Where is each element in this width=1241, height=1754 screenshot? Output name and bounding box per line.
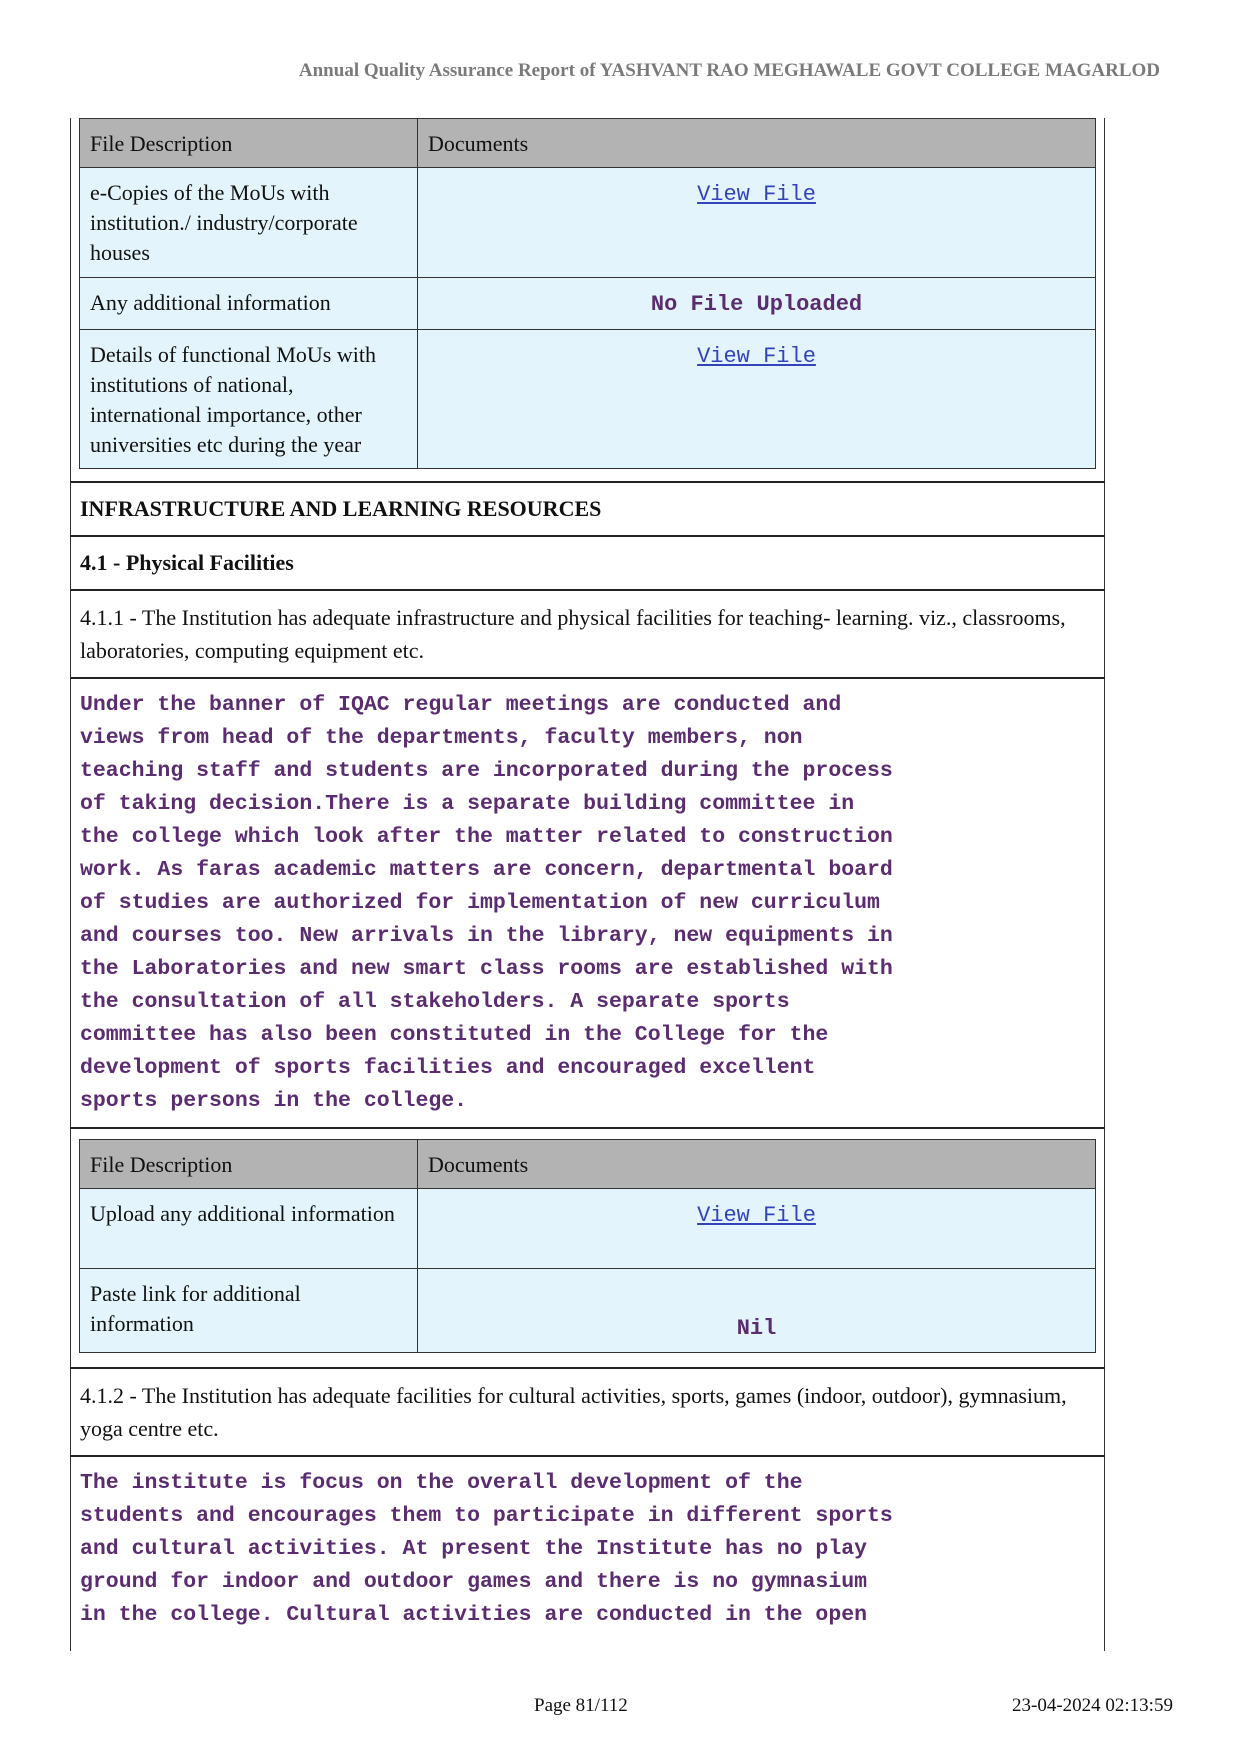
timestamp: 23-04-2024 02:13:59 — [1012, 1695, 1173, 1716]
column-header-documents: Documents — [418, 119, 1096, 168]
file-description-cell: e-Copies of the MoUs with institution./ industry/corporate houses — [80, 168, 418, 278]
page-number: Page 81/112 — [534, 1695, 628, 1716]
table-header-row — [80, 119, 1096, 168]
column-header-file-description: File Description — [80, 1140, 418, 1189]
question-4-1-1: 4.1.1 - The Institution has adequate infrastructure and physical facilities for teaching- learning. viz., classrooms, laboratories, computing equipment etc. — [70, 589, 1105, 677]
file-description-cell: Any additional information — [80, 278, 418, 330]
view-file-link[interactable]: View File — [697, 182, 816, 207]
table-row — [80, 168, 1096, 278]
file-description-cell: Details of functional MoUs with institutions of national, international importance, other universities etc during the year — [80, 330, 418, 469]
file-table-2 — [79, 1139, 1096, 1353]
column-header-documents: Documents — [418, 1140, 1096, 1189]
no-file-status: No File Uploaded — [650, 292, 863, 317]
file-table-1 — [79, 118, 1096, 469]
file-description-cell: Paste link for additional information — [80, 1269, 418, 1353]
file-table-2-wrapper — [70, 1127, 1105, 1367]
file-table-1-wrapper — [70, 118, 1105, 469]
table-row — [80, 1189, 1096, 1269]
section-subheading: 4.1 - Physical Facilities — [70, 535, 1105, 589]
column-header-file-description: File Description — [80, 119, 418, 168]
table-row — [80, 330, 1096, 469]
nil-status: Nil — [736, 1316, 777, 1341]
table-row — [80, 1269, 1096, 1353]
file-description-cell: Upload any additional information — [80, 1189, 418, 1269]
view-file-link[interactable]: View File — [697, 1203, 816, 1228]
answer-4-1-1: Under the banner of IQAC regular meetings are conducted and views from head of the departments, faculty members, non teaching staff and students are incorporated during the process of taking decision.There is a separate building committee in the college which look after the matter related to construction work. As faras academic matters are concern, departmental board of studies are authorized for implementation of new curriculum and courses too. New arrivals in the library, new equipments in the Laboratories and new smart class rooms are established with the consultation of all stakeholders. A separate sports committee has also been constituted in the College for the development of sports facilities and encouraged excellent sports persons in the college. — [70, 677, 1105, 1127]
table-row — [80, 278, 1096, 330]
question-4-1-2: 4.1.2 - The Institution has adequate facilities for cultural activities, sports, games (indoor, outdoor), gymnasium, yoga centre etc. — [70, 1367, 1105, 1455]
answer-4-1-2: The institute is focus on the overall development of the students and encourages them to participate in different sports and cultural activities. At present the Institute has no play ground for indoor and outdoor games and there is no gymnasium in the college. Cultural activities are conducted in the open — [70, 1455, 1105, 1651]
view-file-link[interactable]: View File — [697, 344, 816, 369]
table-header-row — [80, 1140, 1096, 1189]
report-header: Annual Quality Assurance Report of YASHVANT RAO MEGHAWALE GOVT COLLEGE MAGARLOD — [298, 60, 1160, 81]
section-heading: INFRASTRUCTURE AND LEARNING RESOURCES — [70, 481, 1105, 535]
